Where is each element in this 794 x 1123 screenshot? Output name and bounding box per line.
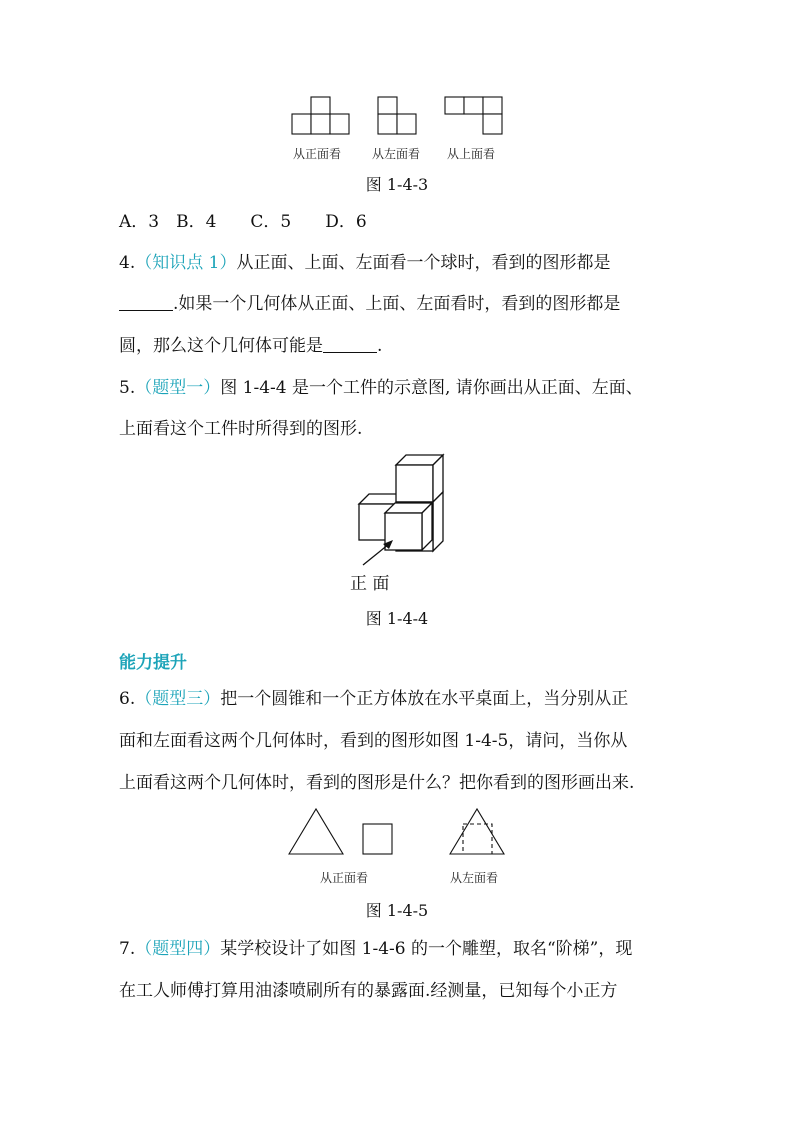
q4-tag: （知识点 1）	[135, 253, 237, 273]
q5-number: 5.	[119, 378, 136, 398]
left-view-grid	[378, 97, 416, 134]
q7-tag: （题型四）	[135, 939, 221, 959]
figure-143-label-front: 从正面看	[293, 147, 342, 161]
q6-line-1	[119, 689, 628, 709]
q7-text-2: 在工人师傅打算用油漆喷刷所有的暴露面.经测量，已知每个小正方	[119, 981, 618, 1001]
q6-tag: （题型三）	[135, 689, 221, 709]
q4-text-1: 从正面、上面、左面看一个球时，看到的图形都是	[236, 253, 611, 273]
q5-tag: （题型一）	[135, 378, 221, 398]
q4-text-2: .如果一个几何体从正面、上面、左面看时，看到的图形都是	[173, 294, 621, 314]
figure-1-4-4-workpiece	[345, 452, 455, 568]
q6-text-2: 面和左面看这两个几何体时，看到的图形如图 1-4-5，请问，当你从	[119, 731, 628, 751]
front-view-square	[363, 824, 392, 854]
figure-145-label-left: 从左面看	[450, 871, 499, 885]
q5-text-1: 图 1-4-4 是一个工件的示意图, 请你画出从正面、左面、	[220, 378, 643, 398]
figure-143-label-top: 从上面看	[447, 147, 496, 161]
q4-text-3-end: .	[377, 336, 383, 356]
q7-number: 7.	[119, 939, 136, 959]
figure-144-caption: 图 1-4-4	[365, 609, 429, 628]
q4-blank-1[interactable]	[119, 294, 173, 311]
figure-1-4-5	[285, 804, 510, 860]
q7-line-2	[119, 981, 617, 1001]
figure-145-label-front: 从正面看	[320, 871, 369, 885]
q3-options: A．3 B．4 C．5 D．6	[119, 212, 367, 232]
left-view-square	[463, 824, 492, 854]
q4-text-3: 圆，那么这个几何体可能是	[119, 336, 323, 356]
front-view-triangle	[289, 809, 343, 854]
figure-144-front-label: 正 面	[350, 574, 390, 594]
q4-line-3	[119, 336, 382, 356]
q6-line-3	[119, 773, 634, 793]
q7-text-1: 某学校设计了如图 1-4-6 的一个雕塑，取名“阶梯”，现	[220, 939, 633, 959]
front-view-grid	[292, 97, 349, 134]
figure-1-4-3	[285, 92, 515, 140]
q7-line-1	[119, 939, 632, 959]
q4-blank-2[interactable]	[323, 336, 377, 353]
q5-line-1	[119, 378, 643, 398]
q5-text-2: 上面看这个工件时所得到的图形.	[119, 419, 363, 439]
top-view-grid	[445, 97, 502, 134]
q6-line-2	[119, 731, 627, 751]
q4-number: 4.	[119, 253, 136, 273]
q5-line-2	[119, 419, 362, 439]
figure-143-label-left: 从左面看	[372, 147, 421, 161]
q6-text-3: 上面看这两个几何体时，看到的图形是什么？把你看到的图形画出来.	[119, 773, 635, 793]
figure-145-caption: 图 1-4-5	[365, 901, 429, 920]
q4-line-1	[119, 253, 610, 273]
figure-143-caption: 图 1-4-3	[365, 175, 429, 194]
q6-text-1: 把一个圆锥和一个正方体放在水平桌面上，当分别从正	[220, 689, 629, 709]
q4-line-2	[119, 294, 620, 314]
section-title: 能力提升	[119, 653, 187, 673]
q6-number: 6.	[119, 689, 136, 709]
left-view-triangle	[450, 809, 504, 854]
